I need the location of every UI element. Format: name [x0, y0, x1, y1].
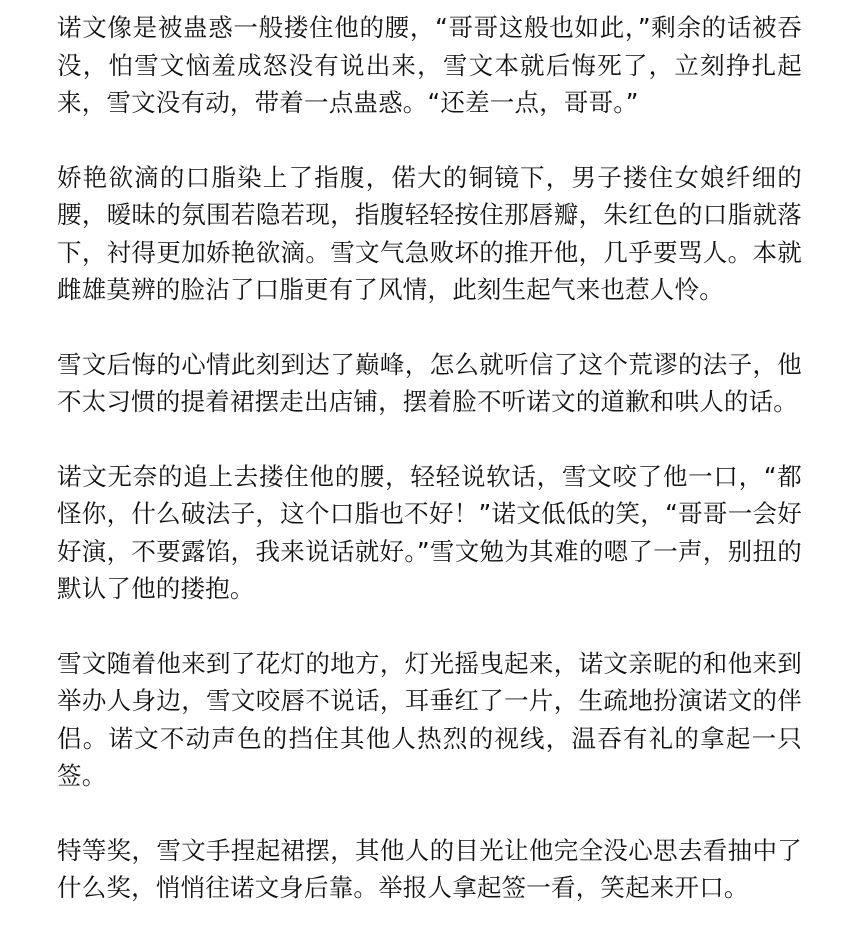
- document-body: [57, 9, 802, 944]
- paragraph-3: 雪文后悔的心情此刻到达了巅峰，怎么就听信了这个荒谬的法子，他不太习惯的提着裙摆走出店铺，摆着脸不听诺文的道歉和哄人的话。: [57, 349, 802, 416]
- paragraph-4: 诺文无奈的追上去搂住他的腰，轻轻说软话，雪文咬了他一口，“都怪你，什么破法子，这个口脂也不好！”诺文低低的笑，“哥哥一会好好演，不要露馅，我来说话就好。”雪文勉为其难的嗯了一声，别扭的默认了他的搂抱。: [57, 461, 802, 603]
- paragraph-5: 雪文随着他来到了花灯的地方，灯光摇曳起来，诺文亲昵的和他来到举办人身边，雪文咬唇不说话，耳垂红了一片，生疏地扮演诺文的伴侣。诺文不动声色的挡住其他人热烈的视线，温吞有礼的拿起一只签。: [57, 648, 802, 790]
- paragraph-6: 特等奖，雪文手捏起裙摆，其他人的目光让他完全没心思去看抽中了什么奖，悄悄往诺文身后靠。举报人拿起签一看，笑起来开口。: [57, 835, 802, 902]
- paragraph-2: 娇艳欲滴的口脂染上了指腹，偌大的铜镜下，男子搂住女娘纤细的腰，暧昧的氛围若隐若现，指腹轻轻按住那唇瓣，朱红色的口脂就落下，衬得更加娇艳欲滴。雪文气急败坏的推开他，几乎要骂人。本就雌雄莫辨的脸沾了口脂更有了风情，此刻生起气来也惹人怜。: [57, 162, 802, 304]
- paragraph-1: 诺文像是被蛊惑一般搂住他的腰，“哥哥这般也如此，”剩余的话被吞没，怕雪文恼羞成怒没有说出来，雪文本就后悔死了，立刻挣扎起来，雪文没有动，带着一点蛊惑。“还差一点，哥哥。”: [57, 13, 802, 117]
